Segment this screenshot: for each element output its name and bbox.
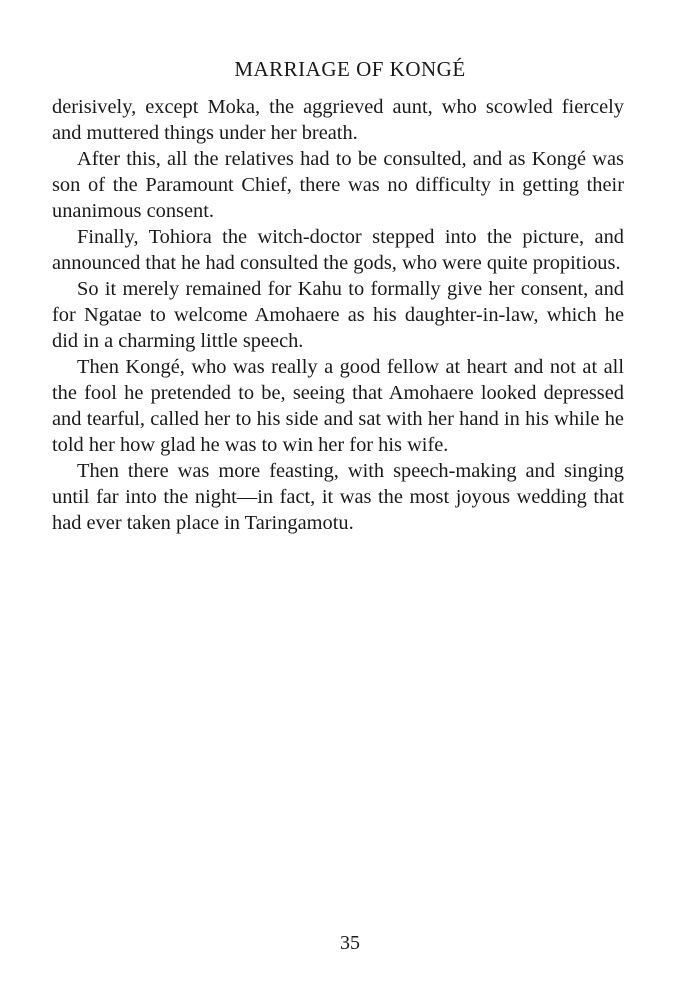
paragraph: So it merely remained for Kahu to formally give her consent, and for Ngatae to welcome Amohaere as his daughter-in-law, which he did in a charming little speech. <box>52 278 624 352</box>
paragraph: Then Kongé, who was really a good fellow at heart and not at all the fool he pretended to be, seeing that Amohaere looked depressed and tearful, called her to his side and sat with her hand in his while he told her how glad he was to win her for his wife. <box>52 356 624 456</box>
page-number: 35 <box>340 932 360 954</box>
paragraph-continued: derisively, except Moka, the aggrieved aunt, who scowled fiercely and muttered things under her breath. <box>52 96 624 144</box>
paragraph: Then there was more feasting, with speech-making and singing until far into the night—in fact, it was the most joyous wedding that had ever taken place in Taringamotu. <box>52 460 624 534</box>
paragraph: After this, all the relatives had to be consulted, and as Kongé was son of the Paramount Chief, there was no difficulty in getting their unanimous consent. <box>52 148 624 222</box>
body-text <box>52 94 624 536</box>
running-head: MARRIAGE OF KONGÉ <box>234 57 466 81</box>
paragraph: Finally, Tohiora the witch-doctor stepped into the picture, and announced that he had consulted the gods, who were quite propitious. <box>52 226 624 274</box>
